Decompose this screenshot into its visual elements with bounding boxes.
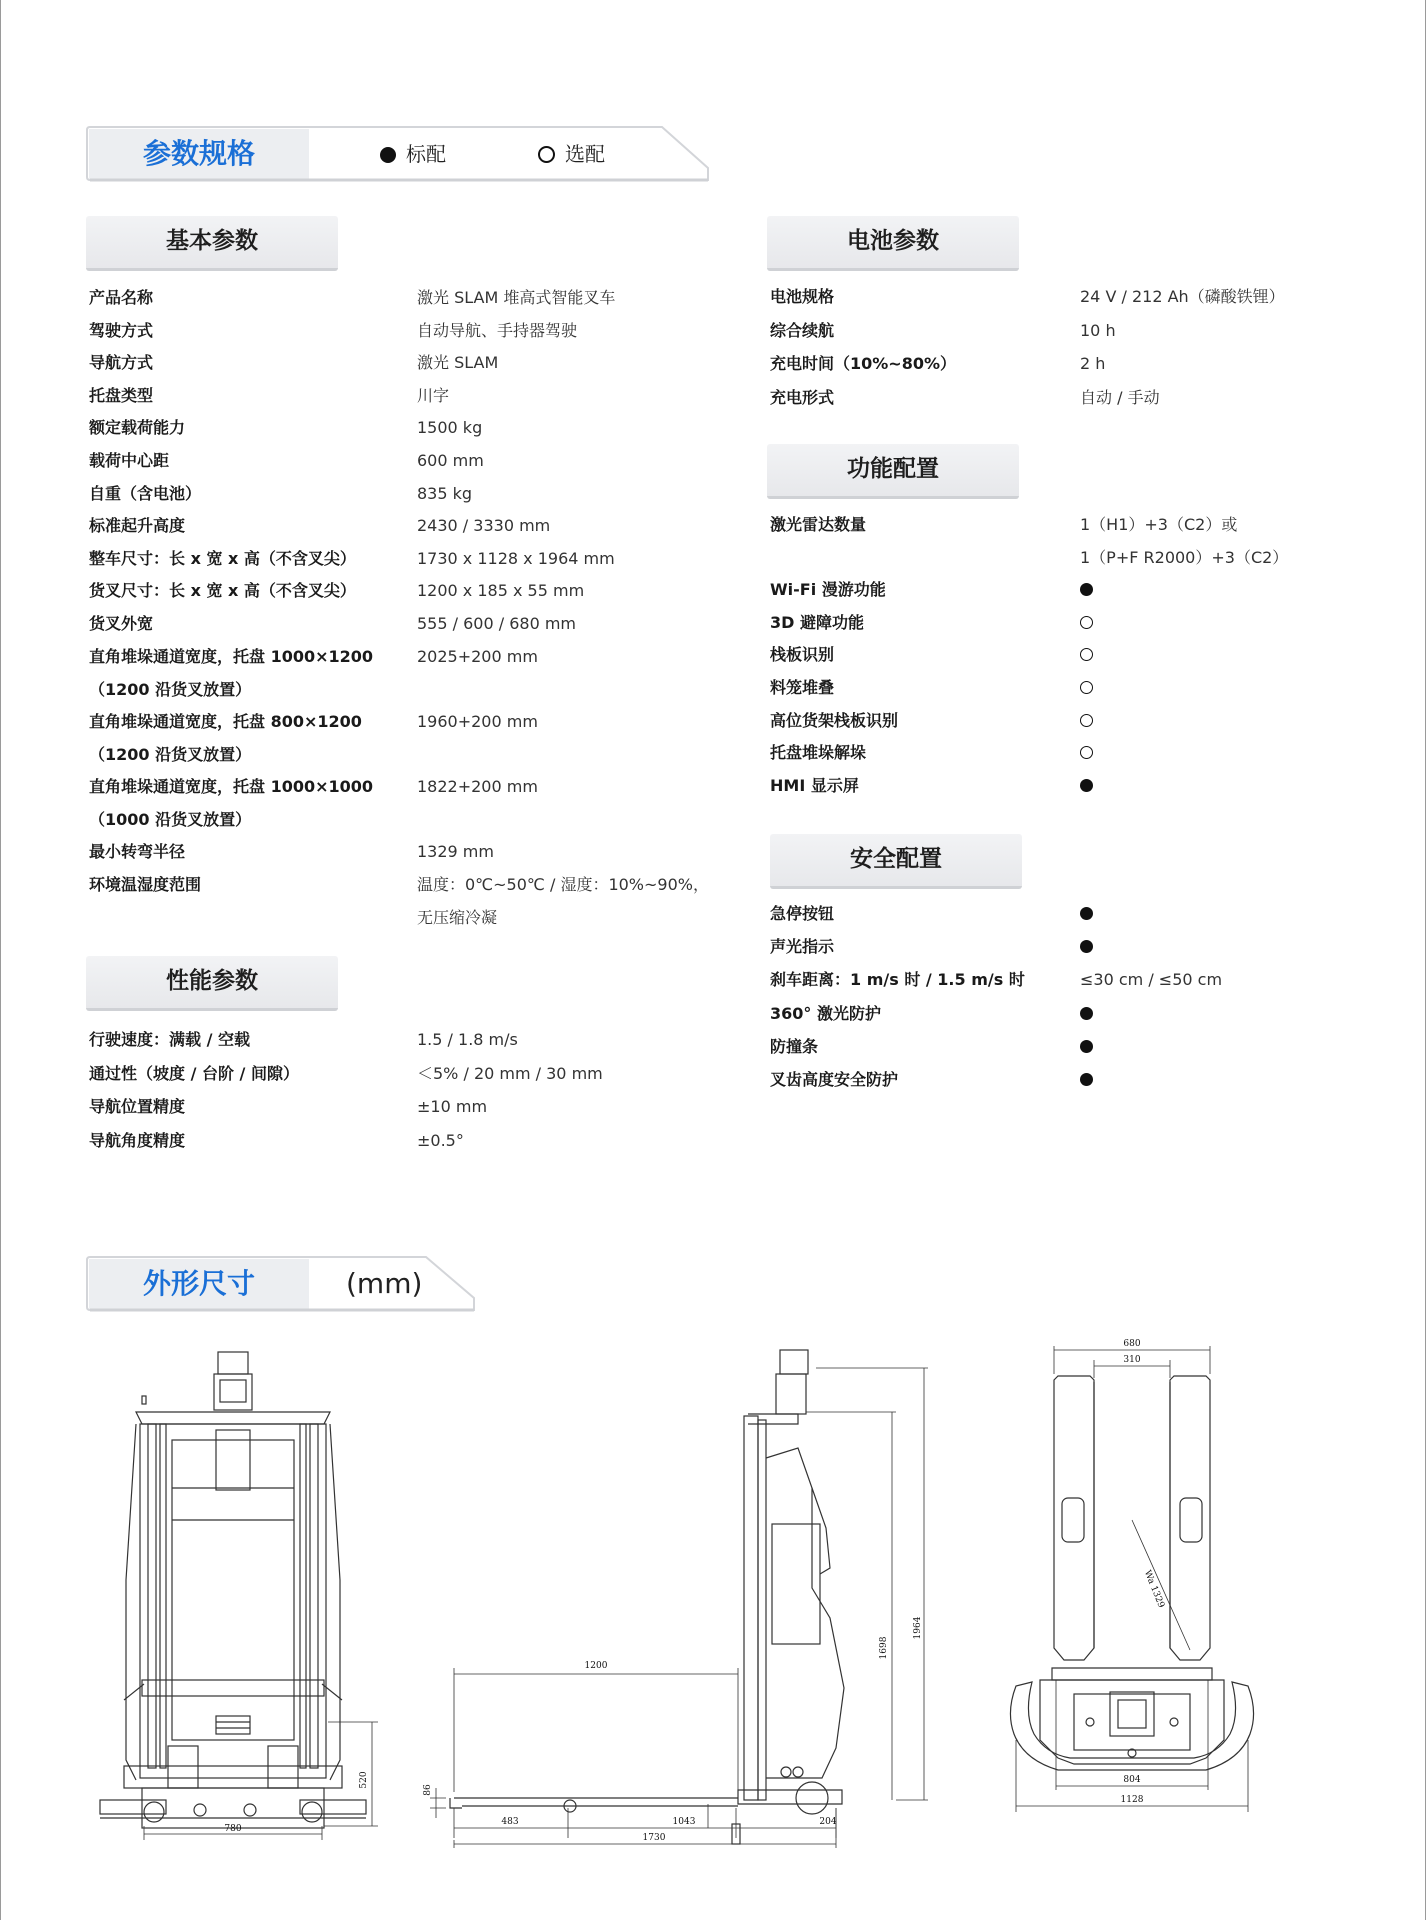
spec-value: 1960+200 mm [417,711,538,731]
spec-value: 1200 x 185 x 55 mm [417,581,585,601]
spec-row [89,548,677,570]
spec-row [770,903,1340,925]
spec-label-continued: （1200 沿货叉放置） [89,744,252,764]
page-frame-left [0,0,1,1920]
spec-label: 叉齿高度安全防护 [770,1070,899,1089]
spec-label: HMI 显示屏 [770,775,859,795]
top-width-680-label: 680 [1123,1339,1141,1349]
spec-row [89,1096,677,1118]
spec-row [770,710,1340,732]
top-width-310-label: 310 [1123,1355,1141,1365]
spec-value: 2025+200 mm [417,646,538,666]
top-width-804-label: 804 [1123,1775,1141,1785]
spec-value: 555 / 600 / 680 mm [417,614,576,633]
section-tab-features: 功能配置 [767,444,1019,499]
spec-value: ＜5% / 20 mm / 30 mm [417,1063,603,1083]
spec-row [770,742,1340,764]
optional-open-circle-icon [1080,710,1093,732]
spec-label: 环境温湿度范围 [89,874,202,894]
optional-open-circle-icon [1080,677,1093,699]
spec-value: ±0.5° [417,1130,464,1150]
spec-value: 激光 SLAM [417,353,499,373]
spec-value: 自动导航、手持器驾驶 [417,320,578,340]
spec-label: 3D 避障功能 [770,612,864,632]
spec-value: 835 kg [417,483,473,503]
standard-filled-circle-icon [1080,775,1093,797]
spec-label: 导航方式 [89,353,154,373]
spec-row [89,515,677,537]
standard-filled-circle-icon [1080,1003,1093,1025]
spec-value: 10 h [1080,320,1116,340]
spec-row [770,579,1340,601]
spec-row [89,1029,677,1051]
spec-label: 载荷中心距 [89,451,170,470]
spec-label: 通过性（坡度 / 台阶 / 间隙） [89,1063,299,1083]
side-fork-height-label: 86 [423,1784,433,1796]
spec-label: 360° 激光防护 [770,1003,881,1023]
spec-label: 行驶速度：满载 / 空载 [89,1030,250,1049]
spec-label: 托盘类型 [89,385,154,405]
spec-label: 声光指示 [770,937,835,957]
spec-label: 电池规格 [770,287,835,306]
spec-row [770,1036,1340,1058]
spec-label: 充电时间（10%~80%） [770,354,957,374]
spec-label: 综合续航 [770,320,835,340]
side-seg-1043-label: 1043 [672,1817,696,1827]
optional-open-circle-icon [1080,644,1093,666]
spec-label: 刹车距离：1 m/s 时 / 1.5 m/s 时 [770,970,1025,990]
spec-label: 额定载荷能力 [89,418,186,438]
spec-label: 栈板识别 [770,645,835,665]
optional-open-circle-icon [1080,612,1093,634]
spec-title: 参数规格 [142,137,255,170]
legend-standard [380,126,446,182]
spec-value: 2430 / 3330 mm [417,516,551,536]
standard-filled-circle-icon [1080,1069,1093,1091]
spec-row [89,874,709,927]
legend-optional-label: 选配 [565,142,605,166]
spec-label: 最小转弯半径 [89,842,186,862]
spec-row [89,841,677,863]
spec-label: 防撞条 [770,1036,819,1056]
spec-value: 1（H1）+3（C2）或 [1080,515,1238,534]
spec-label: 急停按钮 [770,904,835,923]
spec-label: 产品名称 [89,288,154,307]
side-seg-483-label: 483 [501,1817,519,1827]
spec-row [770,514,1340,567]
spec-row [770,775,1340,797]
dimensions-banner [86,1256,478,1312]
front-view-drawing [96,1340,386,1840]
front-width-label: 780 [224,1824,242,1834]
spec-label: Wi-Fi 漫游功能 [770,580,886,600]
side-height-1964-label: 1964 [913,1616,923,1640]
spec-row [89,450,677,472]
spec-row [770,936,1340,958]
spec-row [770,677,1340,699]
spec-row [89,711,677,764]
spec-label: 驾驶方式 [89,320,154,340]
spec-value: 温度：0℃~50℃ / 湿度：10%~90%， [417,874,709,894]
spec-value: 川字 [417,385,450,405]
dimensions-unit: (mm) [346,1267,423,1300]
spec-label: 高位货架栈板识别 [770,710,899,730]
spec-row [770,1069,1340,1091]
spec-label: 标准起升高度 [89,516,186,536]
spec-label: 充电形式 [770,387,835,407]
spec-label: 激光雷达数量 [770,515,867,534]
spec-value: 自动 / 手动 [1080,387,1160,407]
spec-row [770,644,1340,666]
spec-label: 料笼堆叠 [770,678,835,697]
spec-row [89,352,677,374]
standard-filled-circle-icon [1080,903,1093,925]
spec-label: 导航位置精度 [89,1097,186,1117]
spec-value: 1730 x 1128 x 1964 mm [417,548,615,568]
spec-value: 激光 SLAM 堆高式智能叉车 [417,288,616,307]
front-height-label: 520 [359,1771,369,1789]
dimensions-title: 外形尺寸 [142,1267,255,1300]
spec-row [89,1063,677,1085]
spec-label: 货叉尺寸：长 x 宽 x 高（不含叉尖） [89,581,356,601]
spec-row [770,969,1340,991]
spec-row [770,1003,1340,1025]
spec-row [770,387,1340,409]
optional-open-circle-icon [1080,742,1093,764]
spec-value-continued: 无压缩冷凝 [417,907,498,927]
spec-row [89,613,677,635]
spec-label: 直角堆垛通道宽度，托盘 1000×1000 [89,777,374,796]
spec-label: 整车尺寸：长 x 宽 x 高（不含叉尖） [89,548,356,568]
spec-row [89,417,677,439]
section-tab-battery: 电池参数 [767,216,1019,271]
spec-row [89,287,677,309]
standard-filled-circle-icon [1080,936,1093,958]
top-view-drawing [994,1320,1284,1840]
legend-standard-label: 标配 [406,142,446,166]
spec-row [89,385,677,407]
spec-value: 24 V / 212 Ah（磷酸铁锂） [1080,287,1285,306]
spec-value: 1.5 / 1.8 m/s [417,1030,518,1049]
side-height-1698-label: 1698 [879,1636,889,1660]
standard-filled-circle-icon [1080,579,1093,601]
spec-label: 货叉外宽 [89,614,154,633]
standard-filled-circle-icon [1080,1036,1093,1058]
top-radius-label: Wa 1329 [1141,1569,1166,1610]
spec-value: 1329 mm [417,842,494,862]
spec-value-continued: 1（P+F R2000）+3（C2） [1080,548,1289,567]
open-circle-icon [538,146,555,163]
spec-value: 2 h [1080,354,1106,374]
spec-banner [86,126,712,182]
spec-row [89,1130,677,1152]
spec-row [89,483,677,505]
spec-label: 导航角度精度 [89,1130,186,1150]
top-width-1128-label: 1128 [1120,1795,1144,1805]
spec-value: 1500 kg [417,418,483,438]
spec-value: ±10 mm [417,1097,488,1117]
spec-label: 托盘堆垛解垛 [770,743,867,763]
spec-label: 直角堆垛通道宽度，托盘 800×1200 [89,711,362,731]
spec-label: 直角堆垛通道宽度，托盘 1000×1200 [89,646,374,666]
spec-row [89,776,677,829]
spec-row [770,353,1340,375]
spec-row [770,320,1340,342]
spec-label: 自重（含电池） [89,483,202,503]
side-view-drawing [423,1328,946,1868]
filled-circle-icon [380,147,396,163]
side-total-length-label: 1730 [642,1833,666,1843]
section-tab-performance: 性能参数 [86,956,338,1011]
spec-row [770,612,1340,634]
spec-value: 600 mm [417,451,484,470]
legend-optional [538,126,605,182]
spec-label-continued: （1000 沿货叉放置） [89,810,252,829]
spec-row [89,646,677,699]
spec-row [770,286,1340,308]
spec-row [89,320,677,342]
spec-value: 1822+200 mm [417,777,538,796]
spec-value: ≤30 cm / ≤50 cm [1080,970,1223,990]
section-tab-basic: 基本参数 [86,216,338,271]
spec-row [89,580,677,602]
side-seg-204-label: 204 [819,1817,837,1827]
spec-label-continued: （1200 沿货叉放置） [89,679,252,699]
side-fork-length-label: 1200 [584,1661,608,1671]
section-tab-safety: 安全配置 [770,834,1022,889]
